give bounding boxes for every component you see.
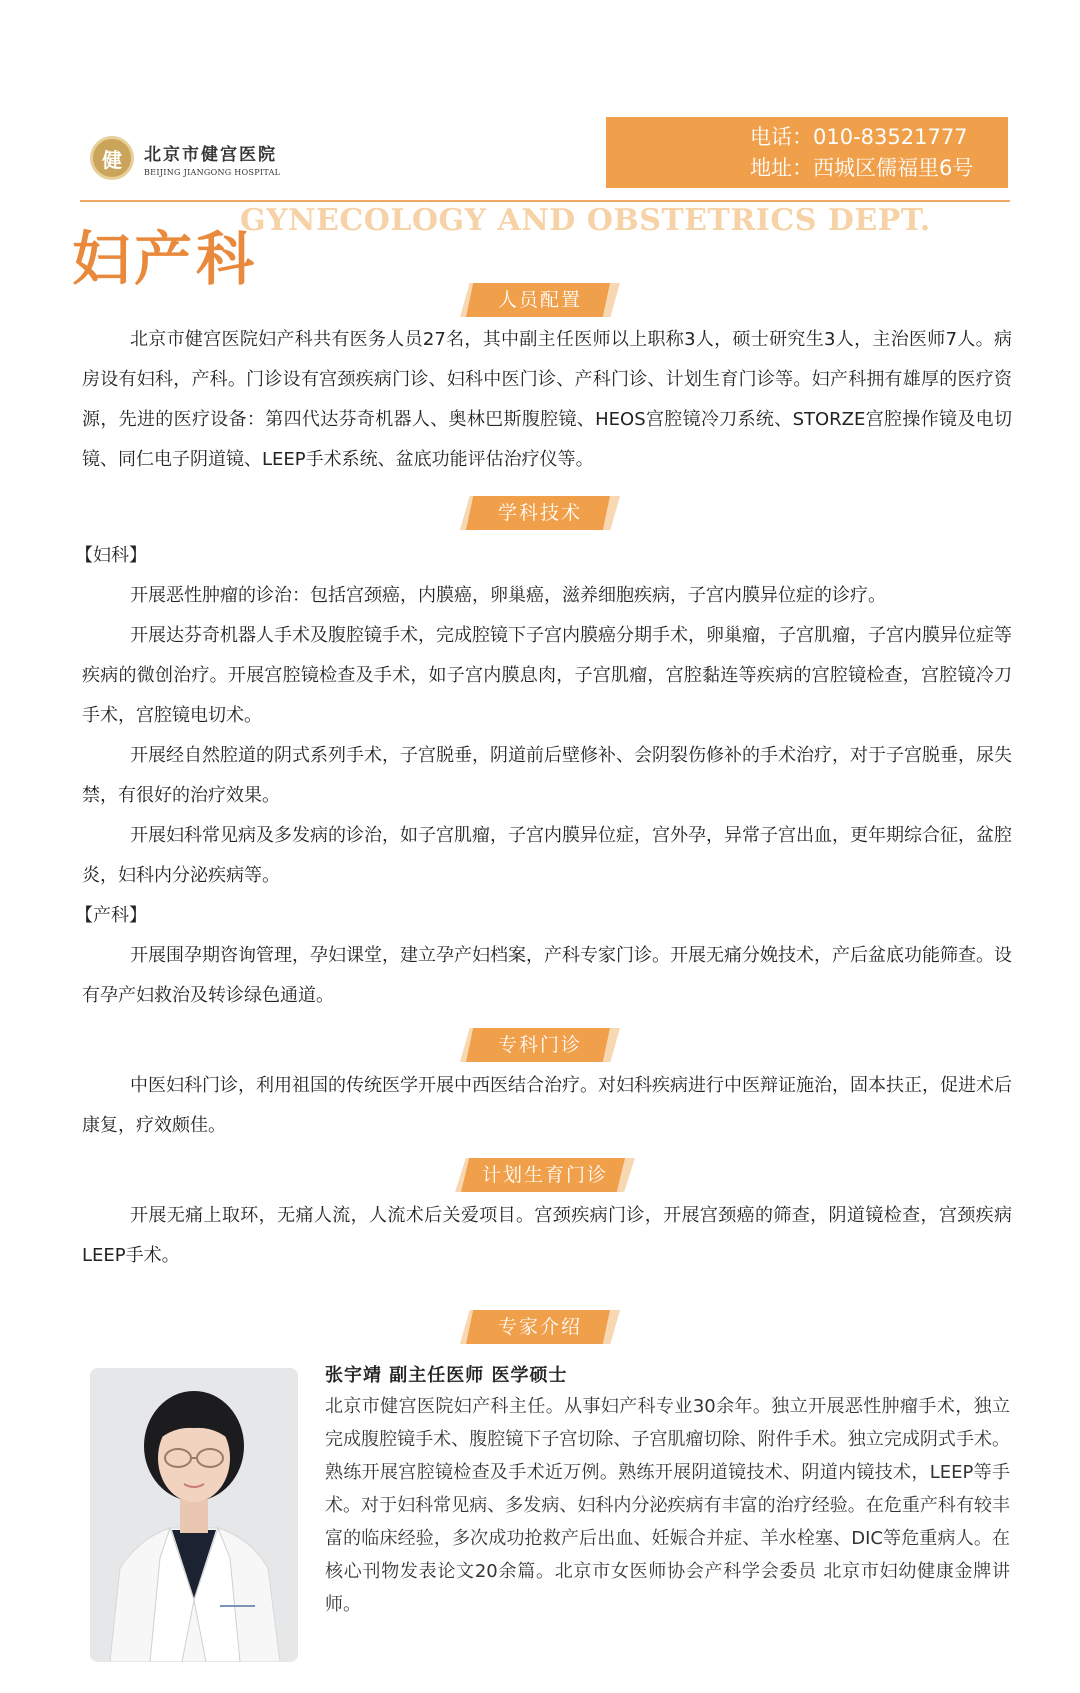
contact-address: 地址：西城区儒福里6号: [750, 156, 974, 180]
page-title-en: GYNECOLOGY AND OBSTETRICS DEPT.: [240, 203, 931, 238]
hospital-name-en: BEIJING JIANGONG HOSPITAL: [144, 167, 281, 177]
hospital-emblem-icon: 健: [90, 136, 134, 180]
hospital-name-cn: 北京市健宫医院: [144, 144, 277, 165]
gyn-paragraph-2: 开展达芬奇机器人手术及腹腔镜手术，完成腔镜下子宫内膜癌分期手术，卵巢瘤，子宫肌瘤，子宫内膜异位症等疾病的微创治疗。开展宫腔镜检查及手术，如子宫内膜息肉，子宫肌瘤，宫腔黏连等疾病的宫腔镜检查，宫腔镜冷刀手术，宫腔镜电切术。: [82, 625, 1012, 726]
expert-name: 张宇靖 副主任医师 医学硕士: [325, 1365, 568, 1386]
section-tag-clinic: [460, 1028, 620, 1062]
expert-bio: 北京市健宫医院妇产科主任。从事妇产科专业30余年。独立开展恶性肿瘤手术，独立完成腹腔镜手术、腹腔镜下子宫切除、子宫肌瘤切除、附件手术。独立完成阴式手术。熟练开展宫腔镜检查及手术近万例。熟练开展阴道镜技术、阴道内镜技术，LEEP等手术。对于妇科常见病、多发病、妇科内分泌疾病有丰富的治疗经验。在危重产科有较丰富的临床经验，多次成功抢救产后出血、妊娠合并症、羊水栓塞、DIC等危重病人。在核心刊物发表论文20余篇。北京市女医师协会产科学会委员 北京市妇幼健康金牌讲师。: [325, 1396, 1010, 1615]
section-label: 学科技术: [497, 502, 582, 524]
obs-heading: 【产科】: [75, 905, 147, 926]
section-label: 计划生育门诊: [481, 1164, 608, 1186]
section-tag-staff: [460, 283, 620, 317]
clinic-paragraph: 中医妇科门诊，利用祖国的传统医学开展中西医结合治疗。对妇科疾病进行中医辩证施治，固本扶正，促进术后康复，疗效颇佳。: [82, 1075, 1012, 1136]
page-title: 妇产科: [72, 225, 259, 293]
family-planning-paragraph: 开展无痛上取环，无痛人流，人流术后关爱项目。宫颈疾病门诊，开展宫颈癌的筛查，阴道镜检查，宫颈疾病LEEP手术。: [82, 1205, 1012, 1266]
staff-paragraph: 北京市健宫医院妇产科共有医务人员27名，其中副主任医师以上职称3人，硕士研究生3人，主治医师7人。病房设有妇科，产科。门诊设有宫颈疾病门诊、妇科中医门诊、产科门诊、计划生育门诊等。妇产科拥有雄厚的医疗资源，先进的医疗设备：第四代达芬奇机器人、奥林巴斯腹腔镜、HEOS宫腔镜冷刀系统、STORZE宫腔操作镜及电切镜、同仁电子阴道镜、LEEP手术系统、盆底功能评估治疗仪等。: [82, 329, 1012, 470]
section-label: 专家介绍: [497, 1316, 582, 1338]
hospital-logo: [90, 136, 280, 180]
section-label: 人员配置: [497, 289, 582, 311]
gyn-paragraph-1: 开展恶性肿瘤的诊治：包括宫颈癌，内膜癌，卵巢癌，滋养细胞疾病，子宫内膜异位症的诊疗。: [130, 585, 886, 606]
section-tag-expert: [460, 1310, 620, 1344]
contact-phone: 电话：010-83521777: [750, 125, 968, 149]
gyn-heading: 【妇科】: [75, 545, 147, 566]
expert-photo: [90, 1368, 298, 1662]
section-tag-family-planning: [455, 1158, 635, 1192]
gyn-paragraph-3: 开展经自然腔道的阴式系列手术，子宫脱垂，阴道前后壁修补、会阴裂伤修补的手术治疗，对于子宫脱垂，尿失禁，有很好的治疗效果。: [82, 745, 1012, 806]
header-divider: [80, 200, 1010, 202]
doctor-portrait-icon: [90, 1368, 298, 1662]
gyn-paragraph-4: 开展妇科常见病及多发病的诊治，如子宫肌瘤，子宫内膜异位症，宫外孕，异常子宫出血，更年期综合征，盆腔炎，妇科内分泌疾病等。: [82, 825, 1012, 886]
obs-paragraph-1: 开展围孕期咨询管理，孕妇课堂，建立孕产妇档案，产科专家门诊。开展无痛分娩技术，产后盆底功能筛查。设有孕产妇救治及转诊绿色通道。: [82, 945, 1012, 1006]
section-tag-tech: [460, 496, 620, 530]
section-label: 专科门诊: [497, 1034, 582, 1056]
contact-box: [606, 117, 1008, 188]
